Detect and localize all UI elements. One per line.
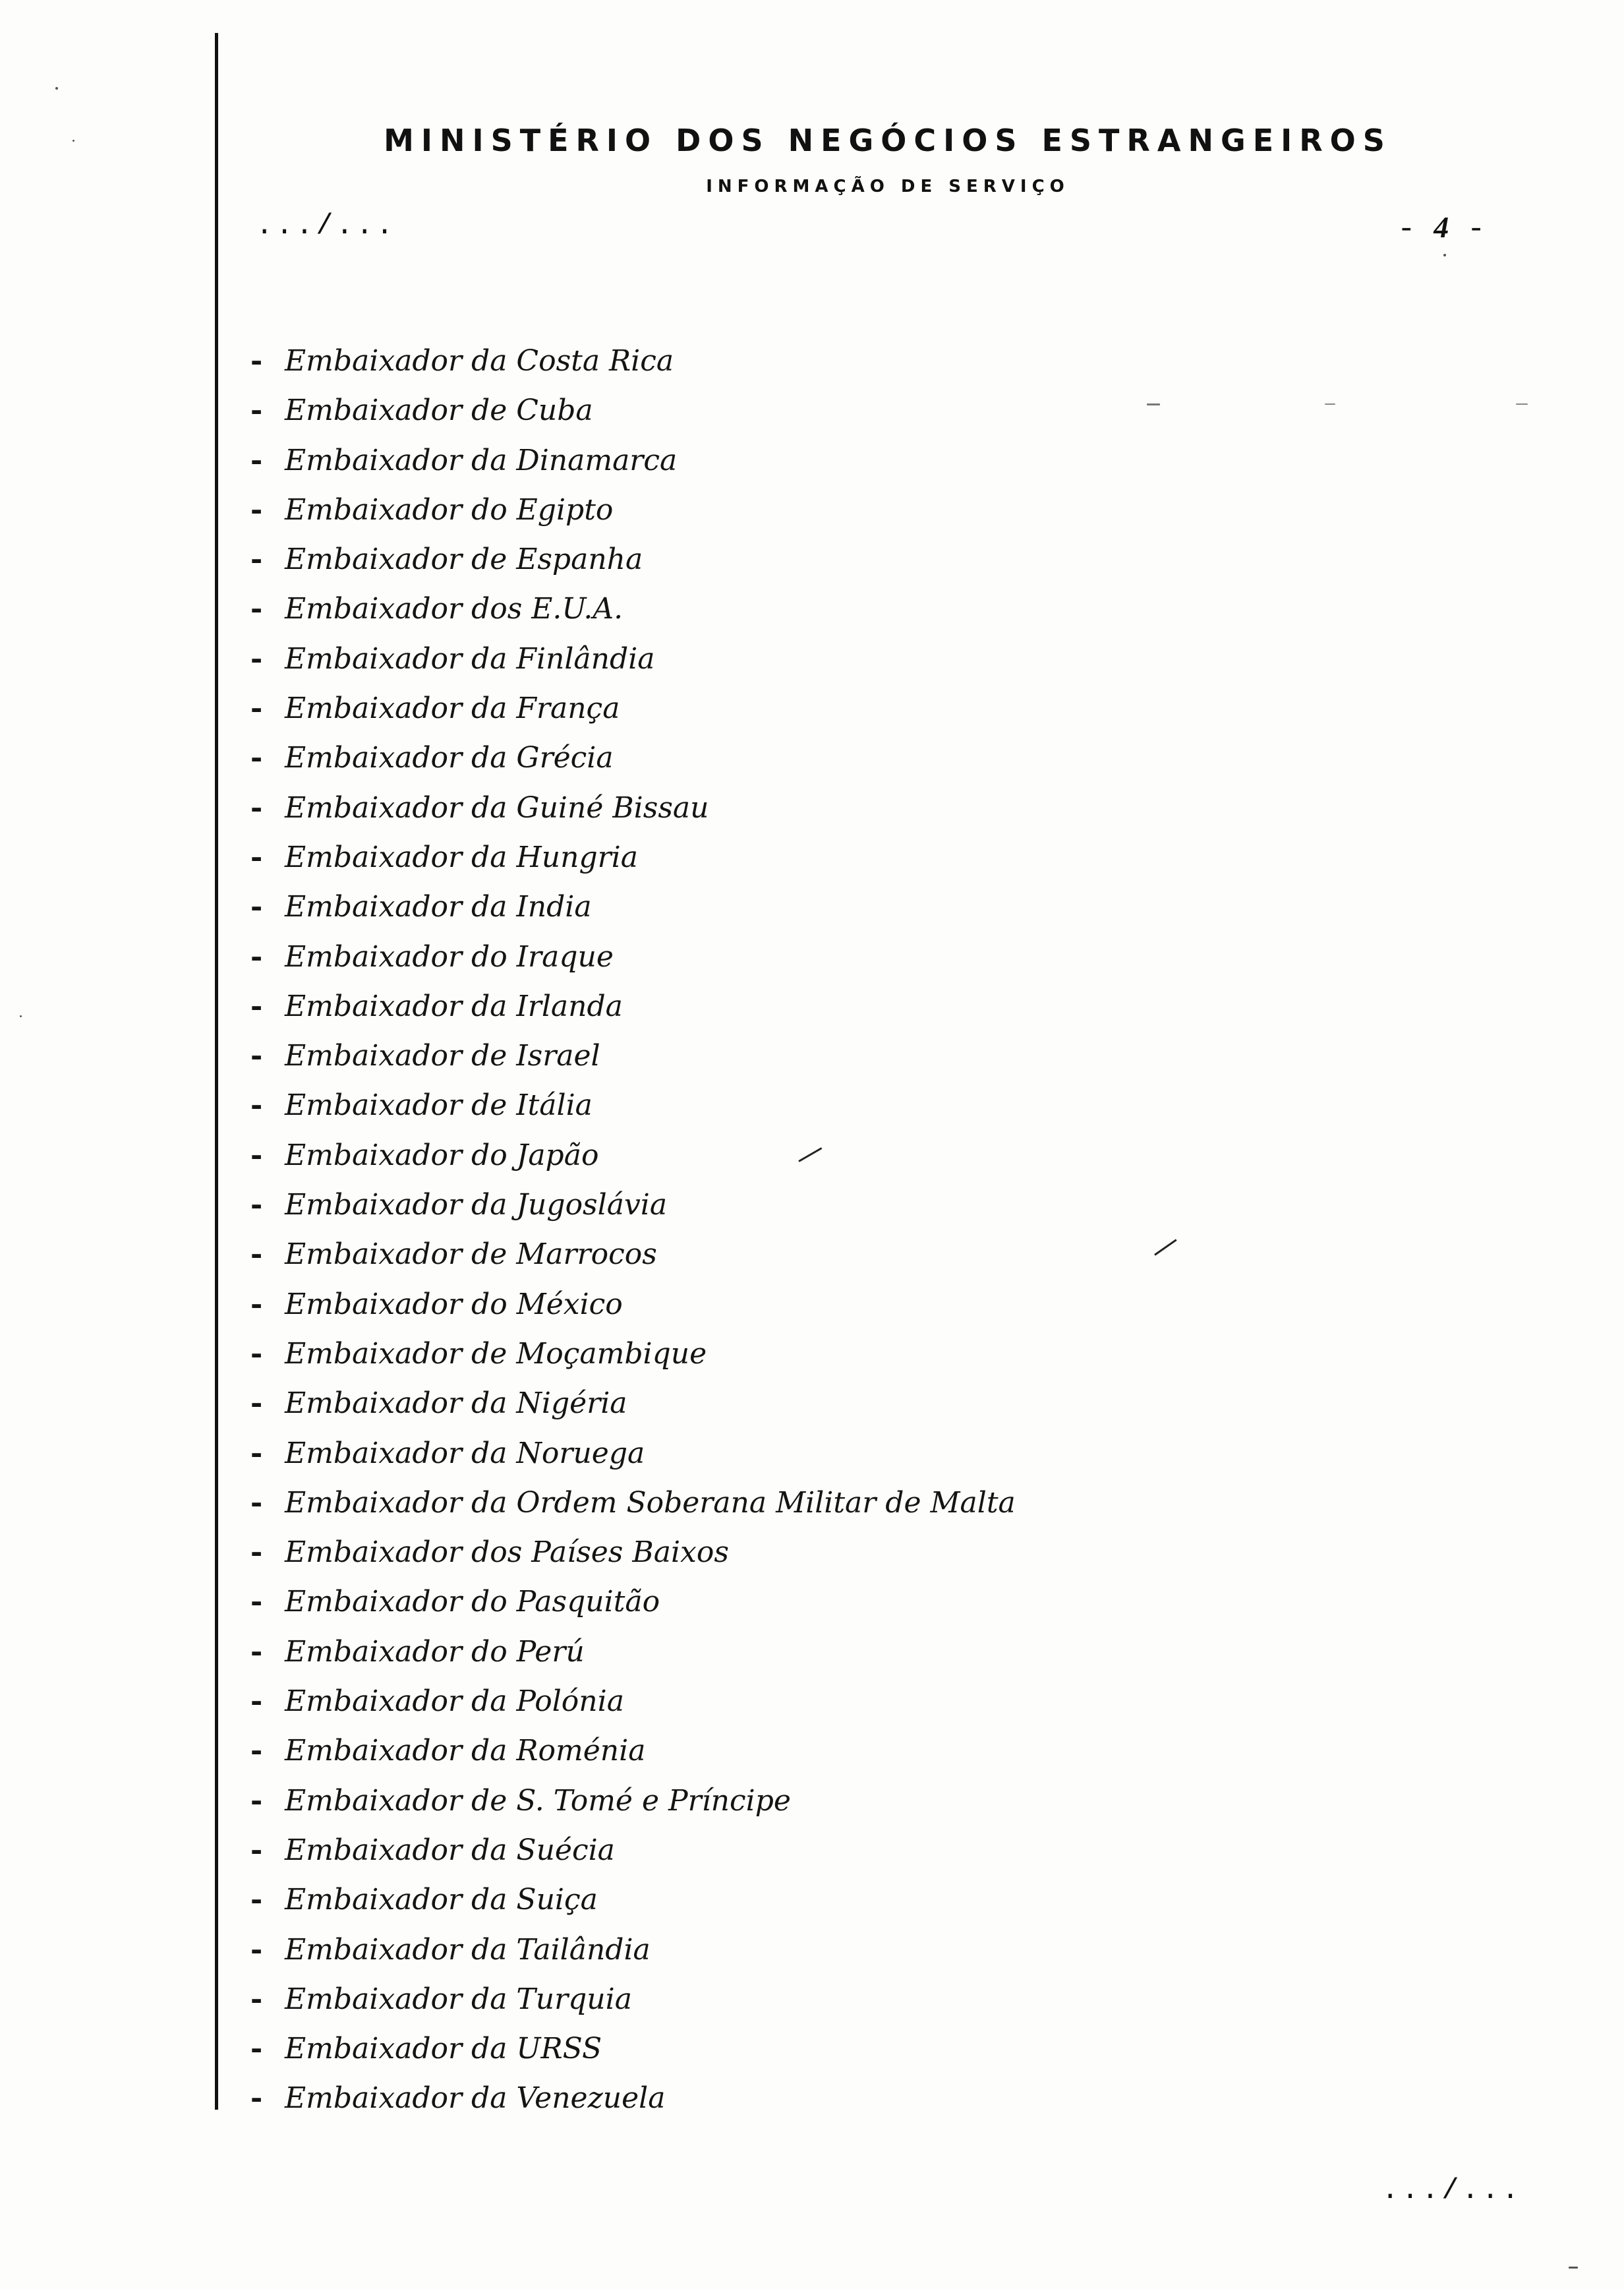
list-item-text: Embaixador de Itália [285, 1088, 593, 1123]
list-item [250, 1180, 1016, 1230]
list-item [250, 1031, 1016, 1081]
list-item-text: Embaixador da Polónia [285, 1684, 624, 1719]
list-item-text: Embaixador do Pasquitão [285, 1585, 660, 1619]
continuation-marker-top: .../... [256, 210, 396, 243]
list-item-text: Embaixador de Espanha [285, 543, 643, 577]
list-bullet: - [250, 344, 263, 378]
list-bullet: - [250, 1734, 263, 1768]
document-subtitle: INFORMAÇÃO DE SERVIÇO [706, 177, 1070, 196]
ministry-title: MINISTÉRIO DOS NEGÓCIOS ESTRANGEIROS [384, 123, 1392, 158]
list-item-text: Embaixador dos E.U.A. [285, 592, 624, 626]
list-item [250, 634, 1016, 684]
list-item-text: Embaixador da Suiça [285, 1883, 598, 1917]
list-item [250, 1677, 1016, 1726]
list-item [250, 1627, 1016, 1677]
list-bullet: - [250, 592, 263, 626]
list-item-text: Embaixador de Marrocos [285, 1237, 657, 1272]
list-item [250, 1429, 1016, 1478]
list-item [250, 535, 1016, 584]
list-item [250, 783, 1016, 833]
list-bullet: - [250, 1336, 263, 1371]
list-bullet: - [250, 741, 263, 775]
list-bullet: - [250, 1088, 263, 1123]
continuation-marker-bottom: .../... [1381, 2174, 1522, 2207]
list-item [250, 1230, 1016, 1279]
list-item [250, 1528, 1016, 1577]
list-item [250, 1925, 1016, 1975]
list-item [250, 1131, 1016, 1180]
list-item [250, 1726, 1016, 1775]
left-margin-rule [215, 33, 218, 2110]
list-item-text: Embaixador da Jugoslávia [285, 1188, 668, 1222]
list-item [250, 386, 1016, 435]
scan-mark [1154, 1239, 1176, 1255]
list-bullet: - [250, 989, 263, 1023]
list-item-text: Embaixador da Finlândia [285, 641, 655, 676]
page-number-value: 4 [1434, 210, 1449, 244]
list-bullet: - [250, 1386, 263, 1421]
list-item [250, 584, 1016, 634]
list-item [250, 932, 1016, 982]
list-item [250, 684, 1016, 733]
list-bullet: - [250, 1585, 263, 1619]
list-item [250, 1280, 1016, 1329]
list-item [250, 1081, 1016, 1130]
scan-speck [1516, 403, 1528, 405]
list-item-text: Embaixador do Japão [285, 1138, 599, 1172]
list-item [250, 1329, 1016, 1379]
page-number-prefix: - [1397, 212, 1434, 247]
list-item-text: Embaixador da Irlanda [285, 989, 623, 1023]
list-item-text: Embaixador da Dinamarca [285, 443, 678, 477]
list-item [250, 1577, 1016, 1626]
list-bullet: - [250, 1485, 263, 1520]
list-bullet: - [250, 1237, 263, 1272]
ambassador-list [250, 336, 1016, 2124]
list-item-text: Embaixador da Roménia [285, 1734, 646, 1768]
list-item [250, 1875, 1016, 1924]
list-bullet: - [250, 1783, 263, 1818]
list-bullet: - [250, 1138, 263, 1172]
scan-speck [55, 87, 58, 90]
page-number [1397, 210, 1485, 247]
list-item [250, 1379, 1016, 1428]
list-item-text: Embaixador da India [285, 890, 592, 924]
list-bullet: - [250, 840, 263, 874]
list-item-text: Embaixador da Suécia [285, 1833, 615, 1867]
list-item [250, 1776, 1016, 1826]
page-number-suffix: - [1449, 212, 1486, 247]
list-item-text: Embaixador da Venezuela [285, 2081, 666, 2116]
list-item-text: Embaixador da Hungria [285, 840, 638, 874]
list-item-text: Embaixador de Cuba [285, 394, 593, 428]
scan-speck [72, 140, 74, 142]
scan-speck [20, 1015, 22, 1017]
list-item [250, 982, 1016, 1031]
list-item [250, 436, 1016, 485]
list-item-text: Embaixador da França [285, 692, 620, 726]
list-bullet: - [250, 1932, 263, 1967]
list-item [250, 1975, 1016, 2024]
list-bullet: - [250, 1634, 263, 1669]
list-bullet: - [250, 641, 263, 676]
list-item-text: Embaixador de S. Tomé e Príncipe [285, 1783, 791, 1818]
list-item [250, 882, 1016, 932]
list-item-text: Embaixador da Turquia [285, 1982, 632, 2016]
list-bullet: - [250, 1833, 263, 1867]
list-bullet: - [250, 543, 263, 577]
list-item-text: Embaixador do Iraque [285, 939, 614, 974]
list-bullet: - [250, 492, 263, 527]
list-item-text: Embaixador da Grécia [285, 741, 614, 775]
list-item-text: Embaixador de Israel [285, 1039, 600, 1073]
list-item [250, 1478, 1016, 1528]
scan-speck [1443, 254, 1446, 256]
list-bullet: - [250, 2032, 263, 2066]
list-bullet: - [250, 890, 263, 924]
list-bullet: - [250, 443, 263, 477]
list-bullet: - [250, 939, 263, 974]
list-item [250, 336, 1016, 386]
list-bullet: - [250, 1535, 263, 1570]
list-item [250, 833, 1016, 882]
scan-speck [1569, 2267, 1578, 2269]
list-item-text: Embaixador da Nigéria [285, 1386, 627, 1421]
list-bullet: - [250, 1883, 263, 1917]
scan-speck [1147, 403, 1160, 405]
list-bullet: - [250, 692, 263, 726]
list-bullet: - [250, 1436, 263, 1470]
list-bullet: - [250, 1287, 263, 1321]
list-item-text: Embaixador da URSS [285, 2032, 602, 2066]
scan-speck [1325, 403, 1335, 405]
list-item-text: Embaixador da Noruega [285, 1436, 645, 1470]
list-item-text: Embaixador do México [285, 1287, 623, 1321]
list-item [250, 2024, 1016, 2073]
list-bullet: - [250, 2081, 263, 2116]
list-item-text: Embaixador do Perú [285, 1634, 585, 1669]
list-item-text: Embaixador da Costa Rica [285, 344, 674, 378]
list-item [250, 485, 1016, 535]
list-item [250, 1826, 1016, 1875]
list-item [250, 733, 1016, 783]
list-item-text: Embaixador da Tailândia [285, 1932, 651, 1967]
list-bullet: - [250, 394, 263, 428]
list-item-text: Embaixador da Guiné Bissau [285, 790, 709, 825]
list-bullet: - [250, 1188, 263, 1222]
list-item-text: Embaixador de Moçambique [285, 1336, 707, 1371]
list-bullet: - [250, 1684, 263, 1719]
list-item-text: Embaixador do Egipto [285, 492, 614, 527]
list-bullet: - [250, 790, 263, 825]
list-item-text: Embaixador da Ordem Soberana Militar de Malta [285, 1485, 1016, 1520]
list-item [250, 2073, 1016, 2123]
list-item-text: Embaixador dos Países Baixos [285, 1535, 729, 1570]
list-bullet: - [250, 1982, 263, 2016]
list-bullet: - [250, 1039, 263, 1073]
